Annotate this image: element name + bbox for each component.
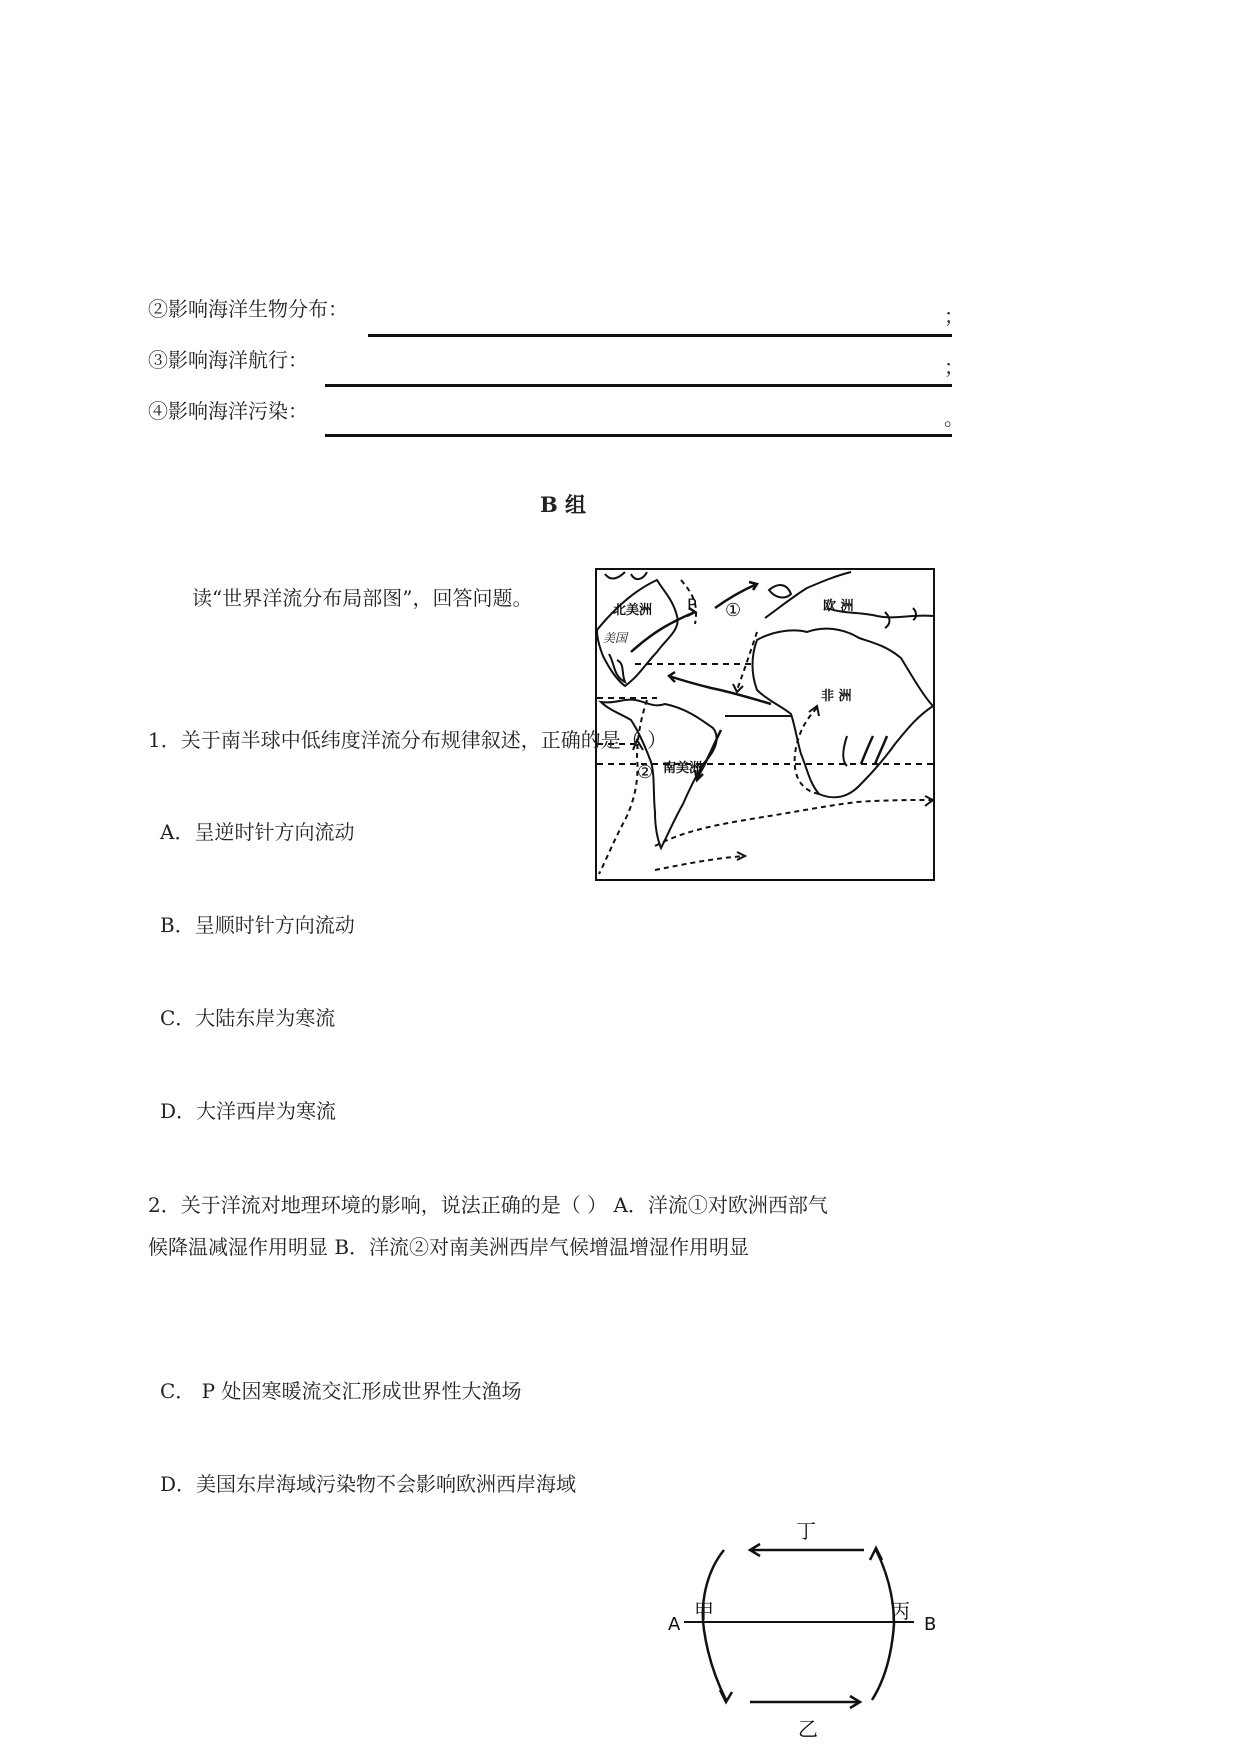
- jia-label: 甲: [694, 1599, 714, 1623]
- ding-label: 丁: [796, 1519, 816, 1543]
- fill-in-end-3: ；: [944, 355, 964, 379]
- q1-option-a[interactable]: A．呈逆时针方向流动: [160, 820, 355, 844]
- b-label: B: [924, 1614, 937, 1635]
- q1-stem: 1．关于南半球中低纬度洋流分布规律叙述，正确的是（ ）: [148, 728, 668, 752]
- ocean-current-map: [595, 568, 935, 881]
- a-label: A: [668, 1614, 681, 1635]
- north-america-label: 北美洲: [613, 603, 653, 618]
- p-label: P: [687, 595, 697, 614]
- fill-in-label-4: ④影响海洋污染：: [148, 399, 308, 423]
- fill-in-label-3: ③影响海洋航行：: [148, 348, 308, 372]
- circulation-diagram: [664, 1512, 944, 1744]
- current-2-label: ②: [637, 762, 654, 783]
- usa-label: 美国: [603, 631, 628, 645]
- section-title: B 组: [540, 492, 587, 517]
- south-america-label: 南美洲: [663, 761, 703, 776]
- bing-arrow-head: [870, 1548, 882, 1560]
- q2-stem: 2．关于洋流对地理环境的影响，说法正确的是（ ） A．洋流①对欧洲西部气候降温减湿作用明显 B．洋流②对南美洲西岸气候增温增湿作用明显: [148, 1193, 828, 1259]
- fill-in-end-4: 。: [944, 406, 964, 430]
- answer-line-4[interactable]: [325, 434, 952, 437]
- answer-line-2[interactable]: [368, 334, 952, 337]
- q1-option-d[interactable]: D．大洋西岸为寒流: [160, 1099, 337, 1123]
- q2-option-c[interactable]: C． P 处因寒暖流交汇形成世界性大渔场: [160, 1379, 522, 1403]
- intro-text: 读“世界洋流分布局部图”，回答问题。: [192, 586, 533, 610]
- europe-label: 欧 洲: [823, 599, 854, 614]
- fill-in-end-2: ；: [944, 304, 964, 328]
- q1-option-b[interactable]: B．呈顺时针方向流动: [160, 913, 355, 937]
- current-1-label: ①: [725, 600, 742, 621]
- fill-in-label-2: ②影响海洋生物分布：: [148, 297, 348, 321]
- africa-label: 非 洲: [821, 689, 852, 704]
- bing-label: 丙: [890, 1599, 910, 1623]
- yi-label: 乙: [798, 1717, 818, 1741]
- jia-arrow-line: [703, 1550, 726, 1700]
- q1-option-c[interactable]: C．大陆东岸为寒流: [160, 1006, 336, 1030]
- q2-option-d[interactable]: D．美国东岸海域污染物不会影响欧洲西岸海域: [160, 1472, 577, 1496]
- jia-arrow-head: [720, 1690, 732, 1702]
- answer-line-3[interactable]: [325, 384, 952, 387]
- bing-arrow-line: [872, 1550, 894, 1700]
